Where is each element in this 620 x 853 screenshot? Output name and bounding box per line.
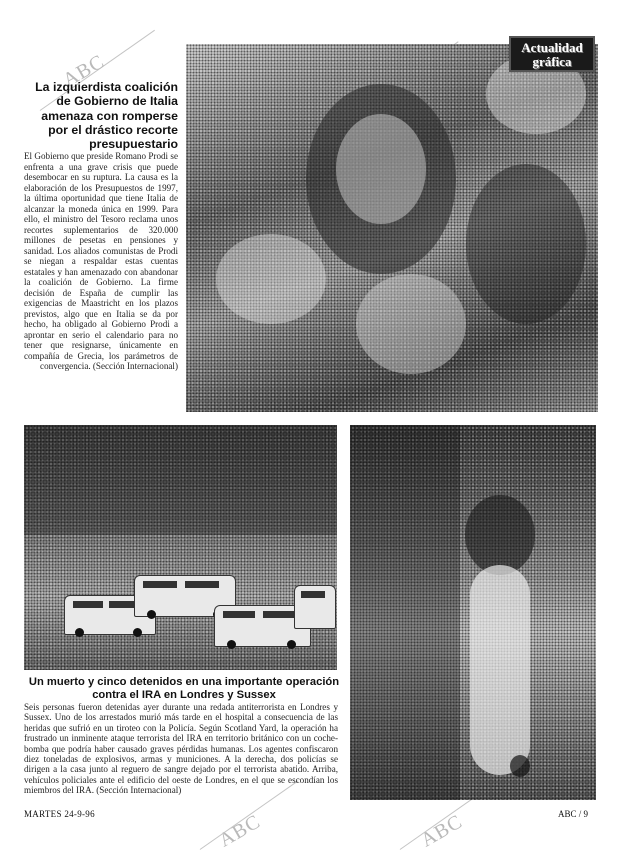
police-van: [294, 585, 336, 629]
footer-page-number: ABC / 9: [558, 809, 589, 819]
photo-police-vans: [24, 425, 337, 670]
section-badge: [509, 36, 595, 72]
watermark: ABC: [215, 810, 265, 852]
mid-story-headline: Un muerto y cinco detenidos en una importante operación contra el IRA en Londres y Sussex: [28, 676, 340, 701]
photo-prodi: [186, 44, 598, 412]
watermark: ABC: [59, 50, 109, 92]
photo-credit: ◦: [586, 387, 593, 389]
photo-police-stairs: [350, 425, 596, 800]
mid-story-body: Seis personas fueron detenidas ayer durante una redada antiterrorista en Londres y Sussex. Uno de los arrestados murió más tarde en el hospital a consecuencia de las heridas que sufrió en un tiroteo con la Policía. Según Scotland Yard, la operación ha frustrado un inminente ataque terrorista del IRA en territorio británico con un coche-bomba que podría haber causado graves pérdidas humanas. Los agentes confiscaron diez toneladas de explosivos, armas y municiones. A la derecha, dos policías se dirigen a la casa junto al reguero de sangre dejado por el terrorista abatido. Arriba, vehículos policiales ante el edificio del oeste de Londres, en el que se escondían los miembros del IRA. (Sección Internacional): [24, 702, 338, 796]
section-badge-line1: Actualidad: [521, 40, 583, 55]
top-story-body: El Gobierno que preside Romano Prodi se enfrenta a una grave crisis que puede desembocar en su ruptura. La causa es la elaboración de los Presupuestos de 1997, la última oportunidad que tiene Italia de alcanzar la moneda única en 1999. Para ello, el ministro del Tesoro reclama unos recortes suplementarios de 320.000 millones de pesetas en pensiones y sanidad. Los aliados comunistas de Prodi se niegan a respaldar estas cuentas estatales y han amenazado con abandonar la coalición de Gobierno. La firme decisión de España de cumplir las exigencias de Maastricht en los plazos previstos, algo que en Italia se da por hecho, ha obligado al Gobierno Prodi a aprontar en serio el calendario para no tener que resignarse, únicamente en compañía de Grecia, los parámetros de convergencia. (Sección Internacional): [24, 151, 178, 371]
watermark: ABC: [417, 810, 467, 852]
top-story-headline: La izquierdista coalición de Gobierno de Italia amenaza con romperse por el drástico recorte presupuestario: [35, 80, 178, 152]
section-badge-line2: gráfica: [532, 54, 572, 69]
footer-date: MARTES 24-9-96: [24, 809, 95, 819]
